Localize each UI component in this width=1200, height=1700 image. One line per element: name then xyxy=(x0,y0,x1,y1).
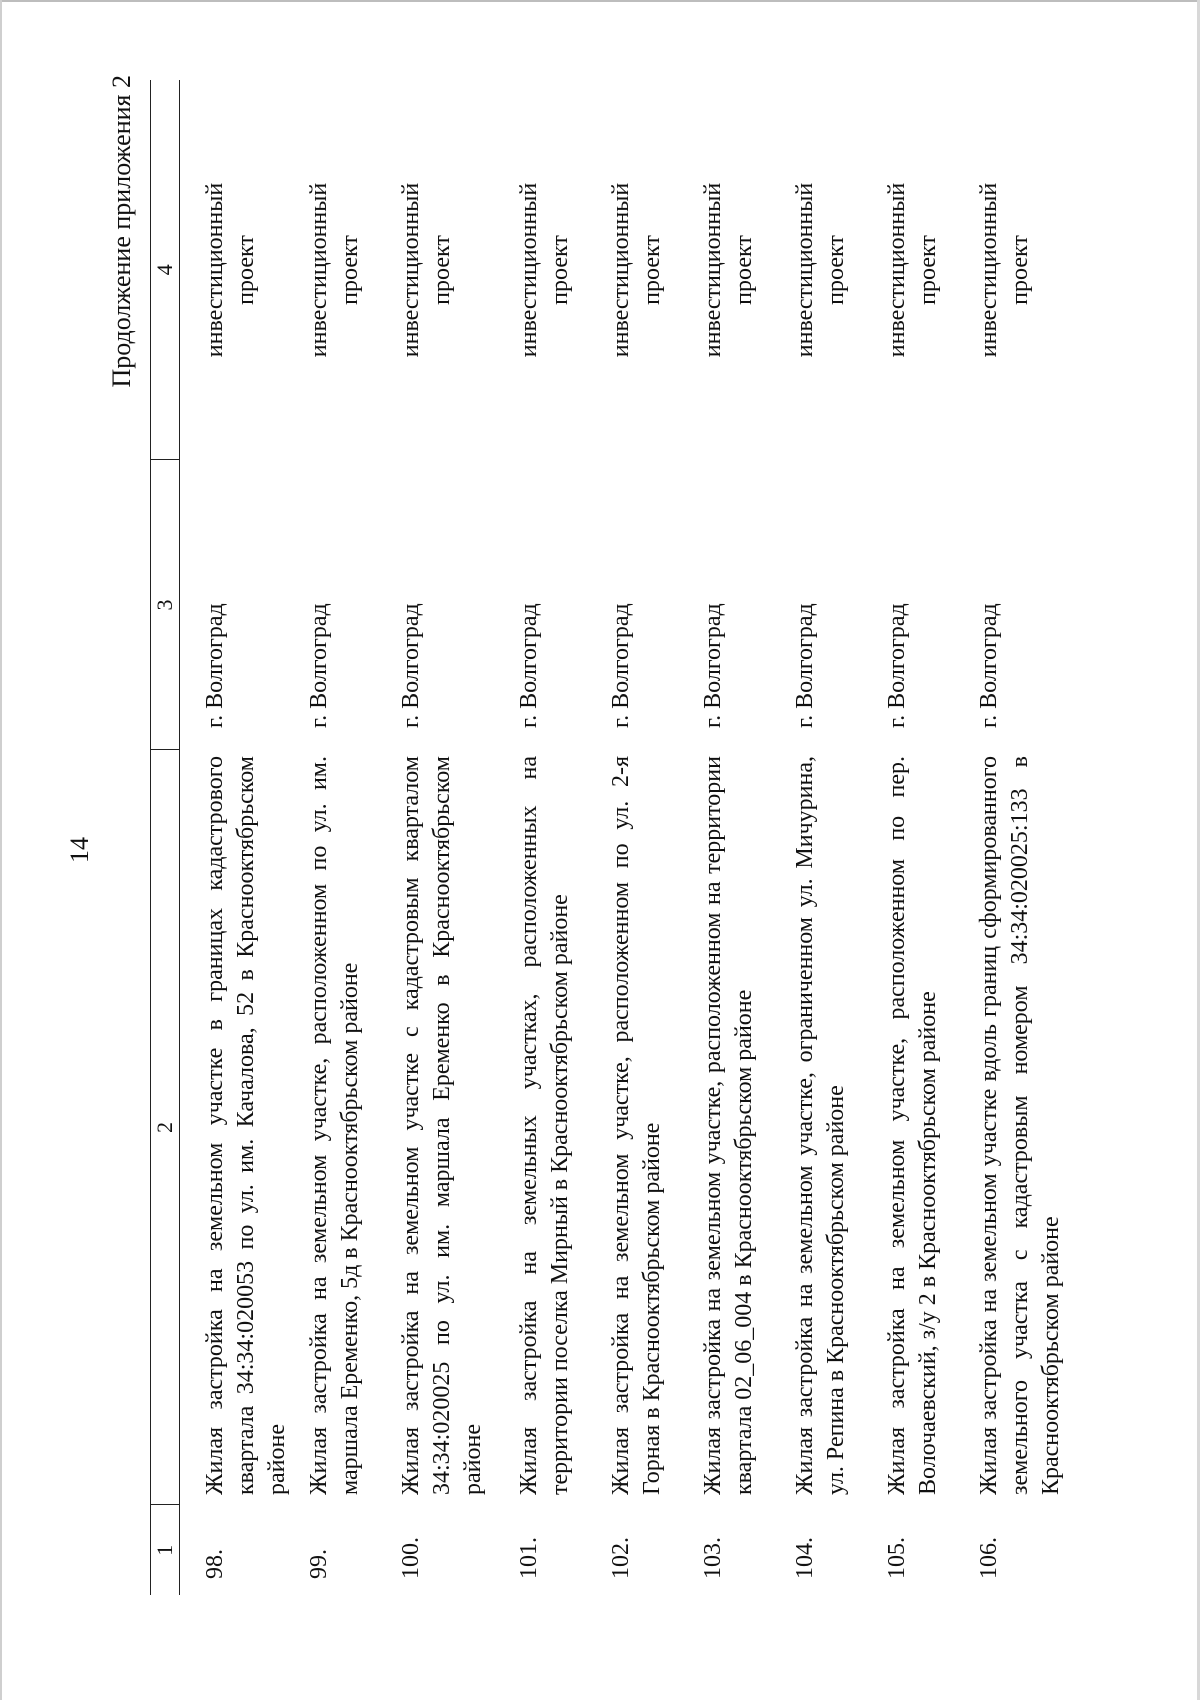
row-source xyxy=(390,80,508,460)
row-location: г. Волгоград xyxy=(975,603,1002,728)
table-row xyxy=(508,80,600,1595)
table-row xyxy=(390,80,508,1595)
row-source xyxy=(692,80,784,460)
continuation-label: Продолжение приложения 2 xyxy=(107,75,136,388)
column-header: 2 xyxy=(151,750,180,1505)
row-location: г. Волгоград xyxy=(883,603,910,728)
row-source-text: инвестиционный проект xyxy=(791,182,849,358)
row-source-text: инвестиционный проект xyxy=(699,182,757,358)
row-description: Жилая застройка на земельном участке, расположенном по пер. Волочаевский, з/у 2 в Краснооктябрьском районе xyxy=(883,756,941,1495)
row-source xyxy=(968,80,1078,460)
table-row xyxy=(692,80,784,1595)
row-number: 103. xyxy=(699,1537,726,1579)
row-location: г. Волгоград xyxy=(607,603,634,728)
table-row xyxy=(876,80,968,1595)
row-description: Жилая застройка на земельном участке, расположенном по ул. 2-я Горная в Краснооктябрьском районе xyxy=(607,756,665,1495)
row-source-text: инвестиционный проект xyxy=(305,182,363,358)
row-number: 99. xyxy=(305,1549,332,1579)
row-source xyxy=(508,80,600,460)
row-source xyxy=(876,80,968,460)
row-location: г. Волгоград xyxy=(202,603,228,728)
row-location: г. Волгоград xyxy=(305,603,332,728)
row-description: Жилая застройка на земельном участке, расположенном на территории квартала 02_06_004 в Краснооктябрьском районе xyxy=(699,756,757,1495)
page-number: 14 xyxy=(65,837,94,863)
row-number: 101. xyxy=(515,1537,542,1579)
row-location: г. Волгоград xyxy=(791,603,818,728)
row-source-text: инвестиционный проект xyxy=(607,182,665,358)
scan-edge-left xyxy=(0,0,2,1700)
row-source xyxy=(784,80,876,460)
row-location: г. Волгоград xyxy=(699,603,726,728)
table-row xyxy=(600,80,692,1595)
rotated-page xyxy=(40,50,1064,1650)
table-row xyxy=(968,80,1078,1595)
table-row xyxy=(298,80,390,1595)
table-header-row xyxy=(151,80,180,1595)
row-source xyxy=(180,80,298,460)
row-source-text: инвестиционный проект xyxy=(975,182,1033,358)
row-description: Жилая застройка на земельном участке вдоль границ сформированного земельного участка с кадастровым номером 34:34:020025:133 в Краснооктябрьском районе xyxy=(975,756,1064,1495)
table-row xyxy=(784,80,876,1595)
row-number: 104. xyxy=(791,1537,818,1579)
row-description: Жилая застройка на земельных участках, расположенных на территории поселка Мирный в Краснооктябрьском районе xyxy=(515,756,573,1495)
row-number: 102. xyxy=(607,1537,634,1579)
row-number: 105. xyxy=(883,1537,910,1579)
row-number: 98. xyxy=(202,1549,228,1579)
row-location: г. Волгоград xyxy=(515,603,542,728)
table-row xyxy=(180,80,298,1595)
row-description: Жилая застройка на земельном участке, расположенном по ул. им. маршала Еременко, 5д в Краснооктябрьском районе xyxy=(305,756,363,1495)
row-location: г. Волгоград xyxy=(397,603,424,728)
row-source-text: инвестиционный проект xyxy=(883,182,941,358)
appendix-table xyxy=(150,80,1078,1595)
row-source-text: инвестиционный проект xyxy=(515,182,573,358)
row-source xyxy=(600,80,692,460)
row-description: Жилая застройка на земельном участке в границах кадастрового квартала 34:34:020053 по ул. им. Качалова, 52 в Краснооктябрьском районе xyxy=(202,756,290,1495)
column-header: 1 xyxy=(151,1505,180,1595)
row-source-text: инвестиционный проект xyxy=(397,182,455,358)
row-description: Жилая застройка на земельном участке, ограниченном ул. Мичурина, ул. Репина в Краснооктябрьском районе xyxy=(791,756,849,1495)
row-number: 100. xyxy=(397,1537,424,1579)
row-source xyxy=(298,80,390,460)
column-header: 3 xyxy=(151,460,180,750)
column-header: 4 xyxy=(151,80,180,460)
row-number: 106. xyxy=(975,1537,1002,1579)
row-source-text: инвестиционный проект xyxy=(202,182,259,358)
scan-edge-top xyxy=(0,0,1200,2)
row-description: Жилая застройка на земельном участке с кадастровым кварталом 34:34:020025 по ул. им. маршала Еременко в Краснооктябрьском районе xyxy=(397,756,486,1495)
